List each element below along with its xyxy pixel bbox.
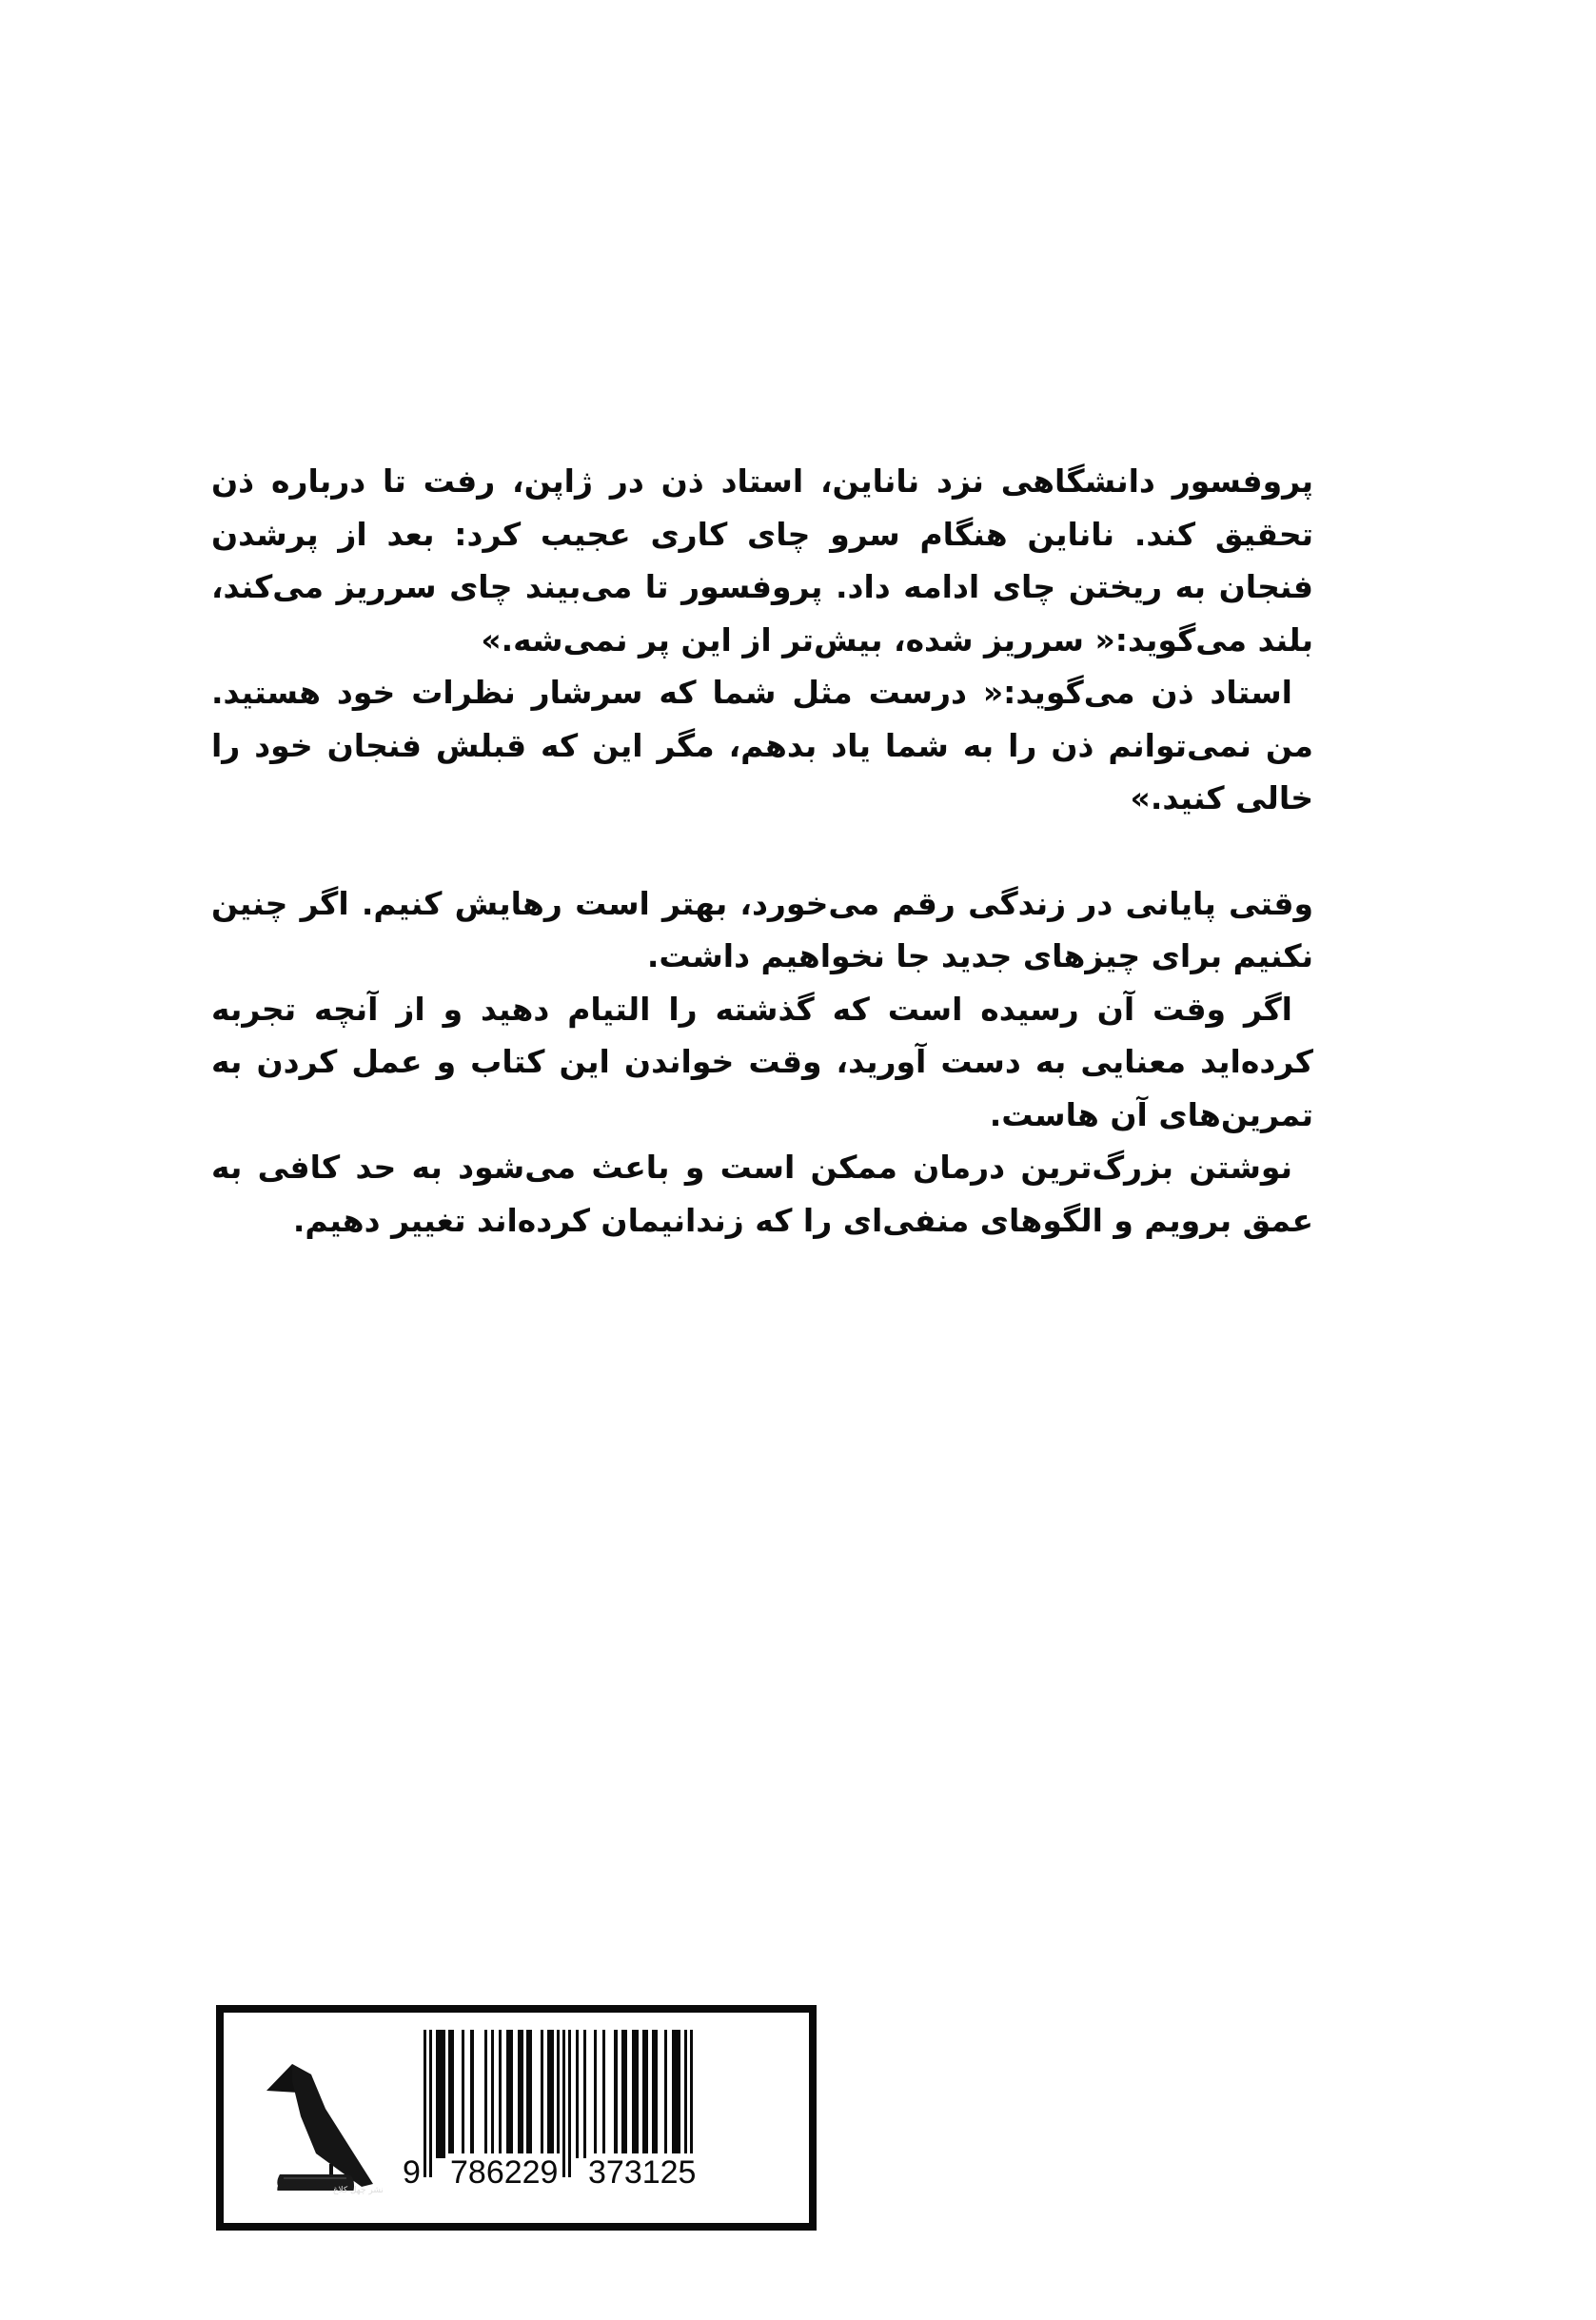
blurb-text-block	[211, 455, 1313, 1247]
isbn-left-group: 786229	[450, 2154, 559, 2191]
publisher-logo	[266, 2038, 384, 2195]
crow-on-book-icon	[266, 2038, 381, 2191]
isbn-barcode-box	[216, 2005, 817, 2231]
paragraph-spacer	[211, 825, 1313, 877]
paragraph-writing-therapy: نوشتن بزرگ‌ترین درمان ممکن است و باعث می‌شود به حد کافی به عمق برویم و الگوهای منفی‌ای را که زندانیمان کرده‌اند تغییر دهیم.	[211, 1149, 1313, 1239]
paragraph-letting-go: وقتی پایانی در زندگی رقم می‌خورد، بهتر است رهایش کنیم. اگر چنین نکنیم برای چیزهای جدید جا نخواهیم داشت.	[211, 884, 1313, 974]
paragraph-zen-master-reply: استاد ذن می‌گوید:« درست مثل شما که سرشار نظرات خود هستید. من نمی‌توانم ذن را به شما یاد بدهم، مگر این که قبلش فنجان خود را خالی کنید.»	[211, 674, 1313, 816]
paragraph-zen-story: پروفسور دانشگاهی نزد ناناین، استاد ذن در ژاپن، رفت تا درباره ذن تحقیق کند. ناناین هنگام سرو چای کاری عجیب کرد: بعد از پرشدن فنجان به ریختن چای ادامه داد. پروفسور تا می‌بیند چای سرریز می‌کند، بلند می‌گوید:« سرریز شده، بیش‌تر از این پر نمی‌شه.»	[211, 462, 1313, 659]
isbn-right-group: 373125	[588, 2154, 697, 2191]
paragraph-healing-past: اگر وقت آن رسیده است که گذشته را التیام دهید و از آنچه تجربه کرده‌اید معنایی به دست آورید، وقت خواندن این کتاب و عمل کردن به تمرین‌های آن هاست.	[211, 990, 1313, 1133]
isbn-barcode	[403, 2030, 783, 2192]
isbn-first-digit: 9	[403, 2154, 421, 2191]
publisher-name: نشر چهل کلاغ	[333, 2186, 384, 2195]
